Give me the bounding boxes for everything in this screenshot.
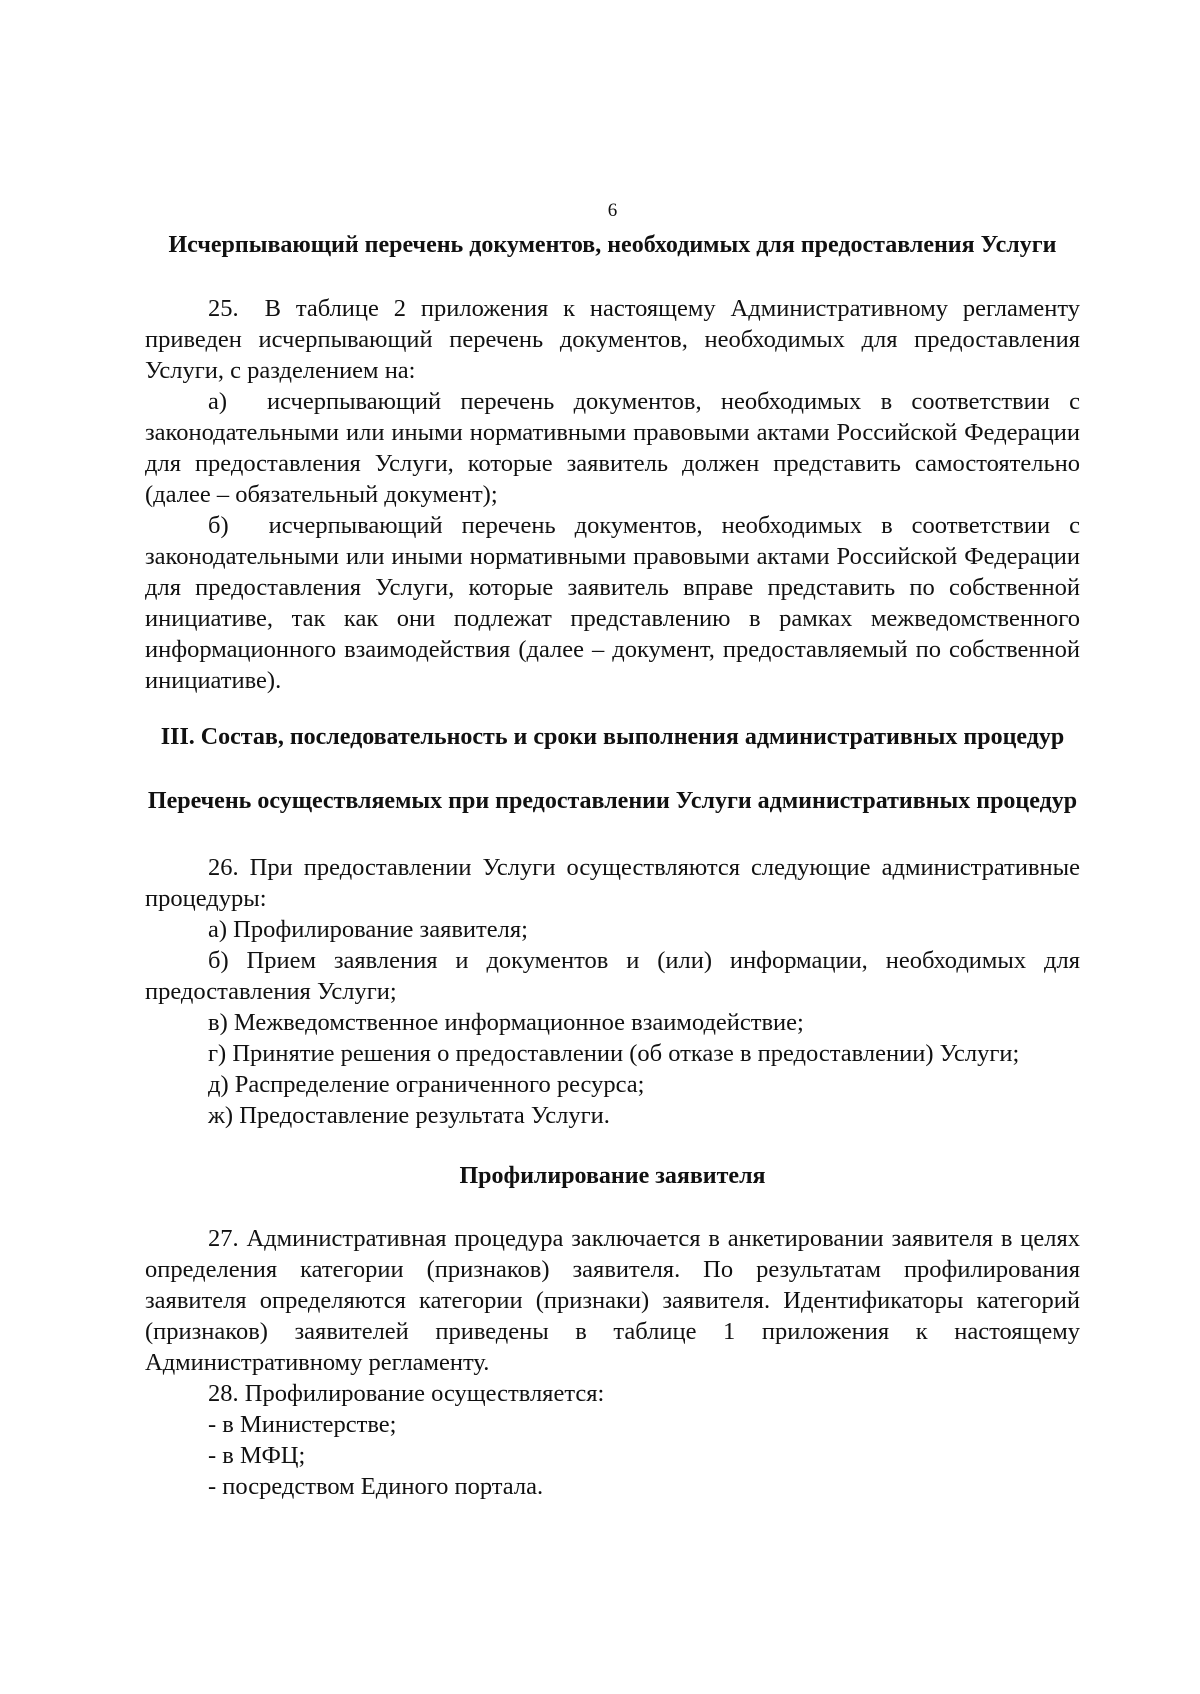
section-title-documents: Исчерпывающий перечень документов, необходимых для предоставления Услуги [168,232,1057,258]
document-page [145,200,1080,1502]
profiling-place-mfc: - в МФЦ; [208,1442,306,1469]
procedure-item-d: д) Распределение ограниченного ресурса; [208,1071,645,1098]
paragraph-27: 27. Административная процедура заключается в анкетировании заявителя в целях определения категории (признаков) заявителя. По результатам профилирования заявителя определяются категории (признаки) заявителя. Идентификаторы категорий (признаков) заявителей приведены в таблице 1 приложения к настоящему Административному регламенту. [145,1225,1080,1376]
paragraph-b-text: исчерпывающий перечень документов, необходимых в соответствии с законодательными или иными нормативными правовыми актами Российской Федерации для предоставления Услуги, которые заявитель вправе представить по собственной инициативе, так как они подлежат представлению в рамках межведомственного информационного взаимодействия (далее – документ, предоставляемый по собственной инициативе). [145,512,1080,694]
paragraph-25-text: В таблице 2 приложения к настоящему Административному регламенту приведен исчерпывающий перечень документов, необходимых для предоставления Услуги, с разделением на: [145,295,1080,384]
paragraph-25-number: 25. [208,295,239,322]
section-title-iii: III. Состав, последовательность и сроки выполнения административных процедур [160,724,1065,750]
paragraph-25 [145,293,1080,386]
section-title-profiling: Профилирование заявителя [459,1163,766,1189]
paragraph-b [145,510,1080,696]
section-title-procedures-list: Перечень осуществляемых при предоставлении Услуги административных процедур [147,788,1078,814]
paragraph-a [145,386,1080,510]
procedure-item-g: г) Принятие решения о предоставлении (об отказе в предоставлении) Услуги; [208,1040,1020,1067]
procedure-item-zh: ж) Предоставление результата Услуги. [208,1102,610,1129]
procedure-item-v: в) Межведомственное информационное взаимодействие; [208,1009,804,1036]
paragraph-a-text: исчерпывающий перечень документов, необходимых в соответствии с законодательными или иными нормативными правовыми актами Российской Федерации для предоставления Услуги, которые заявитель должен представить самостоятельно (далее – обязательный документ); [145,388,1080,508]
paragraph-a-label: а) [208,388,228,415]
page-number: 6 [607,200,618,221]
profiling-place-portal: - посредством Единого портала. [208,1473,544,1500]
paragraph-26: 26. При предоставлении Услуги осуществляются следующие административные процедуры: [145,854,1080,912]
paragraph-b-label: б) [208,512,229,539]
procedure-item-b: б) Прием заявления и документов и (или) информации, необходимых для предоставления Услуги; [145,947,1080,1005]
procedure-item-a: а) Профилирование заявителя; [208,916,528,943]
profiling-place-ministry: - в Министерстве; [208,1411,397,1438]
paragraph-28: 28. Профилирование осуществляется: [208,1380,605,1407]
